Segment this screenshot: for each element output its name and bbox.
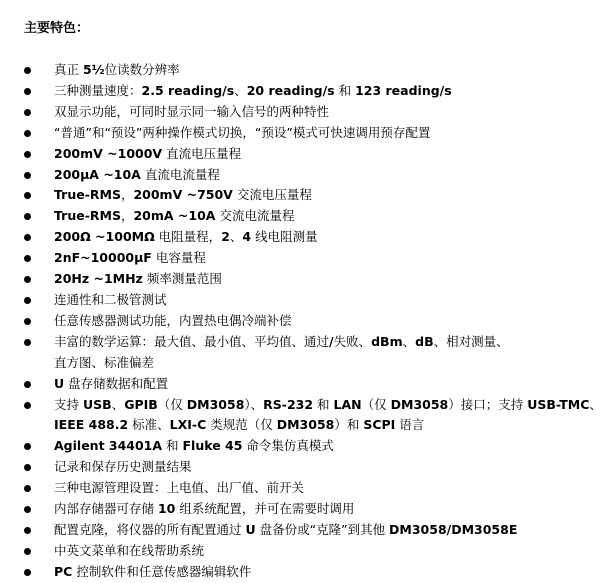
bold-text: Agilent 34401A [54, 438, 163, 454]
bold-text: LAN [333, 396, 362, 412]
bold-text: LXI-C [169, 417, 207, 433]
text: 、相对测量、 [433, 333, 509, 349]
text: 三种测量速度： [54, 82, 142, 98]
text: 失败、 [333, 333, 372, 349]
list-item [0, 395, 602, 437]
bold-text: 200μA ~10A [54, 166, 141, 182]
list-item-line [54, 185, 602, 206]
list-item-line [54, 499, 602, 520]
bullet-icon [24, 527, 31, 534]
text: 控制软件和任意传感器编辑软件 [72, 563, 252, 579]
bullet-icon [24, 130, 31, 137]
bullet-icon [24, 548, 31, 555]
bold-text: USB [82, 396, 112, 412]
bold-text: 10 [157, 501, 176, 517]
list-item-line [54, 415, 602, 436]
bold-text: Fluke 45 [182, 438, 243, 454]
list-item [0, 185, 602, 206]
list-item-line [54, 457, 602, 478]
text: 、 [229, 229, 243, 245]
bold-text: 20 reading/s [246, 82, 335, 98]
list-item [0, 457, 602, 478]
bold-text: PC [54, 563, 73, 579]
text: 中英文菜单和在线帮助系统 [54, 542, 205, 558]
text: 交流电流量程 [215, 208, 295, 224]
bold-text: 20mA ~10A [133, 208, 216, 224]
bullet-icon [24, 255, 31, 262]
text: ）、 [244, 396, 264, 412]
bold-text: True-RMS [54, 187, 121, 203]
text: 任意传感器测试功能，内置热电偶冷端补偿 [54, 312, 292, 328]
bold-text: 2.5 reading/s [141, 82, 235, 98]
bold-text: 5½ [82, 62, 105, 77]
bold-text: USB-TMC [527, 396, 590, 412]
bold-text: 2 [221, 229, 230, 245]
text: 组系统配置，并可在需要时调用 [175, 501, 355, 517]
text: 记录和保存历史测量结果 [54, 459, 192, 475]
text: 、 [402, 333, 416, 349]
list-item-line [54, 290, 602, 311]
bullet-icon [24, 67, 31, 74]
bold-text: SCPI [363, 417, 396, 433]
list-item [0, 374, 602, 395]
list-item [0, 541, 602, 562]
list-item-line [54, 165, 602, 186]
list-item-line [54, 436, 602, 457]
list-item [0, 227, 602, 248]
list-item-line [54, 144, 602, 165]
list-item-line [54, 269, 602, 290]
bullet-icon [24, 213, 31, 220]
bold-text: 20Hz ~1MHz [54, 271, 143, 287]
list-item-line [54, 60, 602, 81]
text: 、 [589, 396, 602, 412]
list-item [0, 123, 602, 144]
bullet-icon [24, 109, 31, 116]
list-item-line [54, 353, 602, 374]
text: 真正 [54, 62, 83, 77]
bold-text: RS-232 [263, 396, 314, 412]
list-item [0, 311, 602, 332]
bullet-icon [24, 485, 31, 492]
bold-text: dB [415, 333, 434, 349]
text: 语言 [395, 417, 425, 433]
list-item [0, 248, 602, 269]
text: 直方图、标准偏差 [54, 354, 155, 370]
list-item-line [54, 374, 602, 395]
bold-text: / [329, 333, 334, 349]
text: 电阻量程， [154, 229, 222, 245]
list-item-line [54, 562, 602, 583]
list-item [0, 499, 602, 520]
text: 直流电压量程 [162, 145, 242, 161]
text: ， [120, 208, 134, 224]
list-item-line [54, 102, 602, 123]
text: 直流电流量程 [140, 166, 220, 182]
text: 交流电压量程 [232, 187, 312, 203]
text: 类规范（仅 [206, 417, 277, 433]
bullet-icon [24, 402, 31, 409]
list-item-line [54, 520, 602, 541]
bullet-icon [24, 151, 31, 158]
text: ）接口；支持 [448, 396, 528, 412]
section-heading: 主要特色： [24, 21, 90, 36]
bold-text: DM3058 [276, 417, 335, 433]
list-item-line [54, 248, 602, 269]
text: （仅 [157, 396, 187, 412]
bullet-icon [24, 381, 31, 388]
text: 线电阻测量 [251, 229, 318, 245]
bullet-icon [24, 443, 31, 450]
list-item [0, 332, 602, 374]
list-item [0, 81, 602, 102]
bold-text: True-RMS [54, 208, 121, 224]
text: 连通性和二极管测试 [54, 291, 167, 307]
text: 、 [234, 82, 247, 98]
text: 、 [111, 396, 125, 412]
list-item [0, 520, 602, 541]
text: 标准、 [128, 417, 170, 433]
text: “普通”和“预设”两种操作模式切换，“预设”模式可快速调用预存配置 [54, 124, 431, 140]
bold-text: IEEE 488.2 [54, 417, 129, 433]
text: 和 [162, 438, 183, 454]
bold-text: 123 reading/s [355, 82, 452, 98]
bullet-icon [24, 192, 31, 199]
bullet-icon [24, 172, 31, 179]
bold-text: U [245, 521, 256, 537]
list-item-line [54, 206, 602, 227]
text: ）和 [334, 417, 364, 433]
text: 内部存储器可存储 [54, 501, 158, 517]
text: 配置克隆，将仪器的所有配置通过 [54, 521, 246, 537]
bold-text: 4 [242, 229, 252, 245]
list-item-line [54, 395, 602, 416]
bold-text: 200mV ~750V [133, 187, 233, 203]
text: ， [120, 187, 134, 203]
bold-text: GPIB [124, 396, 158, 412]
list-item-line [54, 311, 602, 332]
bullet-icon [24, 506, 31, 513]
list-item [0, 206, 602, 227]
list-item [0, 60, 602, 81]
bold-text: DM3058 [390, 396, 449, 412]
list-item-line [54, 81, 602, 102]
bullet-icon [24, 297, 31, 304]
bullet-icon [24, 464, 31, 471]
bold-text: DM3058/DM3058E [389, 521, 518, 537]
bullet-icon [24, 88, 31, 95]
text: 盘存储数据和配置 [64, 375, 169, 391]
list-item-line [54, 541, 602, 562]
list-item [0, 562, 602, 583]
list-item [0, 165, 602, 186]
bullet-icon [24, 318, 31, 325]
list-item [0, 102, 602, 123]
text: 和 [334, 82, 356, 98]
list-item-line [54, 332, 602, 353]
text: 电容量程 [151, 250, 206, 266]
text: 频率测量范围 [142, 271, 222, 287]
list-item [0, 144, 602, 165]
bold-text: 200Ω ~100MΩ [54, 229, 155, 245]
text: 和 [313, 396, 334, 412]
bold-text: 2nF~10000μF [54, 250, 152, 266]
text: 三种电源管理设置：上电值、出厂值、前开关 [54, 480, 305, 496]
feature-list [0, 60, 602, 583]
list-item-line [54, 123, 602, 144]
list-item-line [54, 227, 602, 248]
bullet-icon [24, 569, 31, 576]
text: 双显示功能，可同时显示同一输入信号的两种特性 [54, 103, 330, 119]
list-item [0, 290, 602, 311]
list-item [0, 436, 602, 457]
text: 盘备份或“克隆”到其他 [255, 521, 390, 537]
text: 位读数分辨率 [104, 62, 180, 77]
list-item-line [54, 478, 602, 499]
text: 丰富的数学运算：最大值、最小值、平均值、通过 [54, 333, 330, 349]
bullet-icon [24, 339, 31, 346]
text: （仅 [361, 396, 391, 412]
bold-text: DM3058 [186, 396, 245, 412]
text: 命令集仿真模式 [242, 438, 334, 454]
bold-text: 200mV ~1000V [54, 145, 163, 161]
bullet-icon [24, 276, 31, 283]
list-item [0, 269, 602, 290]
bold-text: U [54, 375, 65, 391]
bold-text: dBm [371, 333, 403, 349]
bullet-icon [24, 234, 31, 241]
text: 支持 [54, 396, 83, 412]
list-item [0, 478, 602, 499]
